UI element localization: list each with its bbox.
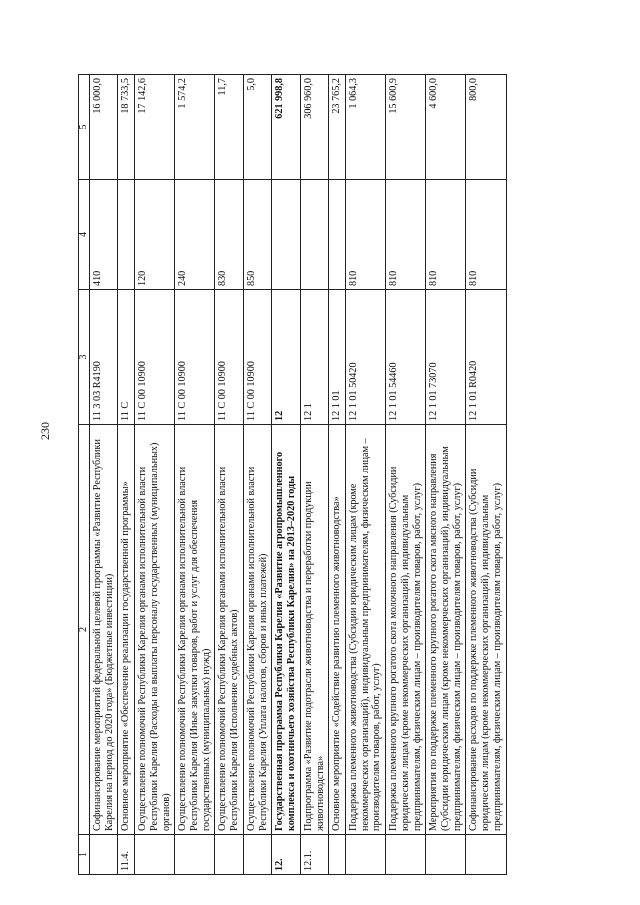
row-sum: 15 600,9	[386, 75, 426, 180]
row-kvr: 240	[175, 180, 215, 290]
header-cell: 4	[79, 180, 90, 290]
row-code: 11 3 03 R4190	[90, 290, 118, 425]
budget-table	[78, 74, 507, 875]
row-name: Осуществление полномочий Республики Карелия органами исполнительной власти Республики Карелия (Расходы на выплаты персоналу государственных (муниципальных) органов)	[135, 425, 175, 835]
table-row	[329, 75, 346, 875]
row-name: Государственная программа Республики Карелия «Развитие агропромышленного комплекса и охотничьего хозяйства Республики Карелия» на 2013–2020 годы	[272, 425, 300, 835]
row-number	[215, 835, 243, 875]
row-number	[90, 835, 118, 875]
page-number: 230	[38, 422, 52, 440]
table-row	[345, 75, 385, 875]
header-cell: 2	[79, 425, 90, 835]
row-name: Осуществление полномочий Республики Карелия органами исполнительной власти Республики Карелия (Уплата налогов, сборов и иных платежей)	[243, 425, 271, 835]
row-sum: 17 142,6	[135, 75, 175, 180]
row-number	[466, 835, 506, 875]
row-code: 11 С 00 10900	[135, 290, 175, 425]
row-number: 12.	[272, 835, 300, 875]
row-name: Поддержка племенного животноводства (Субсидии юридическим лицам (кроме некоммерческих организаций), индивидуальным предпринимателям, физическим лицам – производителям товаров, работ, услуг)	[345, 425, 385, 835]
row-name: Осуществление полномочий Республики Карелия органами исполнительной власти Республики Карелия (Исполнение судебных актов)	[215, 425, 243, 835]
row-kvr: 810	[386, 180, 426, 290]
row-code: 11 С 00 10900	[175, 290, 215, 425]
row-code: 11 С	[118, 290, 135, 425]
row-number	[243, 835, 271, 875]
row-kvr	[118, 180, 135, 290]
row-name: Основное мероприятие «Содействие развитию племенного животноводства»	[329, 425, 346, 835]
row-sum: 621 998,8	[272, 75, 300, 180]
row-number: 12.1.	[300, 835, 328, 875]
table-row	[175, 75, 215, 875]
row-sum: 11,7	[215, 75, 243, 180]
header-cell: 1	[79, 835, 90, 875]
header-cell: 5	[79, 75, 90, 180]
table-row	[300, 75, 328, 875]
row-kvr: 810	[426, 180, 466, 290]
row-number	[386, 835, 426, 875]
row-number: 11.4.	[118, 835, 135, 875]
row-kvr: 120	[135, 180, 175, 290]
row-sum: 5,0	[243, 75, 271, 180]
row-name: Мероприятия по поддержке племенного крупного рогатого скота мясного направления (Субсидии юридическим лицам (кроме некоммерческих организаций), индивидуальным предпринимателям, физическим лицам – производителям товаров, работ, услуг)	[426, 425, 466, 835]
row-name: Софинансирование мероприятий федеральной целевой программы «Развитие Республики Карелия на период до 2020 года» (Бюджетные инвестиции)	[90, 425, 118, 835]
row-sum: 4 600,0	[426, 75, 466, 180]
rotated-table-container	[78, 75, 598, 875]
row-name: Основное мероприятие «Обеспечение реализации государственной программы»	[118, 425, 135, 835]
row-name: Подпрограмма «Развитие подотрасли животноводства и переработки продукции животноводства»	[300, 425, 328, 835]
table-row	[426, 75, 466, 875]
row-sum: 1 064,3	[345, 75, 385, 180]
row-code: 12 1	[300, 290, 328, 425]
row-code: 12 1 01 R0420	[466, 290, 506, 425]
header-cell: 3	[79, 290, 90, 425]
row-sum: 1 574,2	[175, 75, 215, 180]
row-code: 12 1 01 50420	[345, 290, 385, 425]
table-row	[243, 75, 271, 875]
row-code: 12 1 01 73070	[426, 290, 466, 425]
row-sum: 306 960,0	[300, 75, 328, 180]
table-row	[215, 75, 243, 875]
row-code: 12 1 01 54460	[386, 290, 426, 425]
row-kvr: 810	[345, 180, 385, 290]
row-number	[135, 835, 175, 875]
row-number	[175, 835, 215, 875]
row-kvr	[272, 180, 300, 290]
row-code: 12 1 01	[329, 290, 346, 425]
table-row	[90, 75, 118, 875]
row-sum: 16 000,0	[90, 75, 118, 180]
row-number	[329, 835, 346, 875]
row-kvr	[329, 180, 346, 290]
table-row	[386, 75, 426, 875]
row-number	[345, 835, 385, 875]
table-row	[272, 75, 300, 875]
row-sum: 18 733,5	[118, 75, 135, 180]
header-row	[79, 75, 90, 875]
table-row	[118, 75, 135, 875]
row-kvr	[300, 180, 328, 290]
row-sum: 800,0	[466, 75, 506, 180]
row-kvr: 410	[90, 180, 118, 290]
row-sum: 23 765,2	[329, 75, 346, 180]
row-code: 11 С 00 10900	[243, 290, 271, 425]
table-row	[135, 75, 175, 875]
row-code: 11 С 00 10900	[215, 290, 243, 425]
row-kvr: 810	[466, 180, 506, 290]
row-name: Поддержка племенного крупного рогатого скота молочного направления (Субсидии юридическим лицам (кроме некоммерческих организаций), индивидуальным предпринимателям, физическим лицам – производителям товаров, работ, услуг)	[386, 425, 426, 835]
row-kvr: 830	[215, 180, 243, 290]
table-row	[466, 75, 506, 875]
row-name: Осуществление полномочий Республики Карелия органами исполнительной власти Республики Карелия (Иные закупки товаров, работ и услуг для обеспечения государственных (муниципальных) нужд)	[175, 425, 215, 835]
row-code: 12	[272, 290, 300, 425]
row-number	[426, 835, 466, 875]
row-kvr: 850	[243, 180, 271, 290]
row-name: Софинансирование расходов по поддержке племенного животноводства (Субсидии юридическим лицам (кроме некоммерческих организаций), индивидуальным предпринимателям, физическим лицам – производителям товаров, работ, услуг)	[466, 425, 506, 835]
